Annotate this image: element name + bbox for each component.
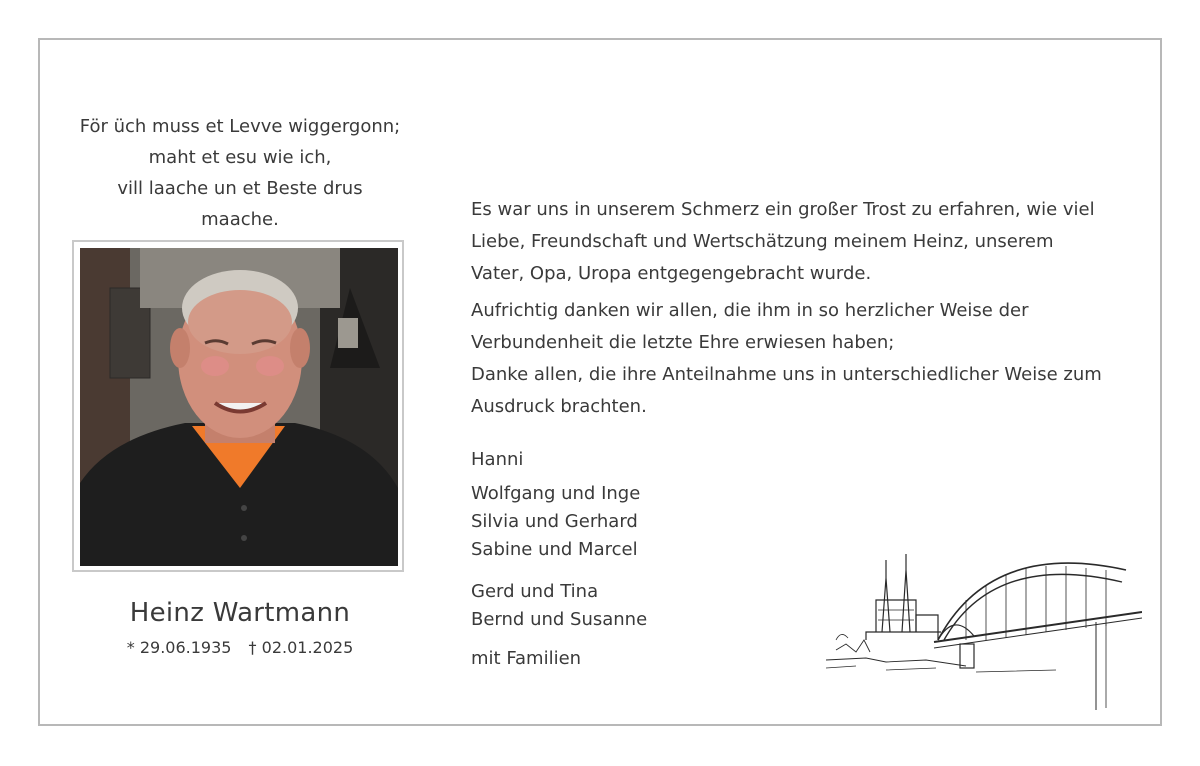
signature-name: Hanni (471, 449, 524, 470)
poem-line: maache. (201, 209, 279, 230)
portrait-frame (72, 240, 404, 572)
message-line: Verbundenheit die letzte Ehre erwiesen haben; (471, 332, 895, 353)
signature-group (471, 446, 523, 474)
portrait-photo (80, 248, 398, 566)
message-paragraph (471, 194, 1151, 290)
signature-name: Gerd und Tina (471, 581, 599, 602)
signature-name: Sabine und Marcel (471, 539, 638, 560)
message-line: Es war uns in unserem Schmerz ein großer Trost zu erfahren, wie viel (471, 199, 1095, 220)
signature-name: Silvia und Gerhard (471, 511, 638, 532)
cologne-skyline-illustration (826, 540, 1142, 720)
message-line: Liebe, Freundschaft und Wertschätzung meinem Heinz, unserem (471, 231, 1054, 252)
message-line: Ausdruck brachten. (471, 396, 647, 417)
message-paragraph (471, 295, 1151, 423)
signature-group (471, 645, 581, 673)
message-line: Danke allen, die ihre Anteilnahme uns in unterschiedlicher Weise zum (471, 364, 1102, 385)
signature-name: Bernd und Susanne (471, 609, 648, 630)
thank-you-message (471, 194, 1151, 428)
signature-group (471, 578, 647, 634)
signature-name: mit Familien (471, 648, 582, 669)
message-line: Vater, Opa, Uropa entgegengebracht wurde. (471, 263, 872, 284)
poem-line: vill laache un et Beste drus (117, 178, 363, 199)
death-date: † 02.01.2025 (248, 638, 354, 657)
poem (60, 111, 420, 235)
poem-line: För üch muss et Levve wiggergonn; (79, 116, 401, 137)
poem-line: maht et esu wie ich, (148, 147, 332, 168)
signature-name: Wolfgang und Inge (471, 483, 641, 504)
signature-group (471, 480, 640, 564)
birth-date: * 29.06.1935 (126, 638, 232, 657)
life-dates (60, 638, 420, 657)
message-line: Aufrichtig danken wir allen, die ihm in so herzlicher Weise der (471, 300, 1029, 321)
deceased-name: Heinz Wartmann (129, 598, 351, 628)
